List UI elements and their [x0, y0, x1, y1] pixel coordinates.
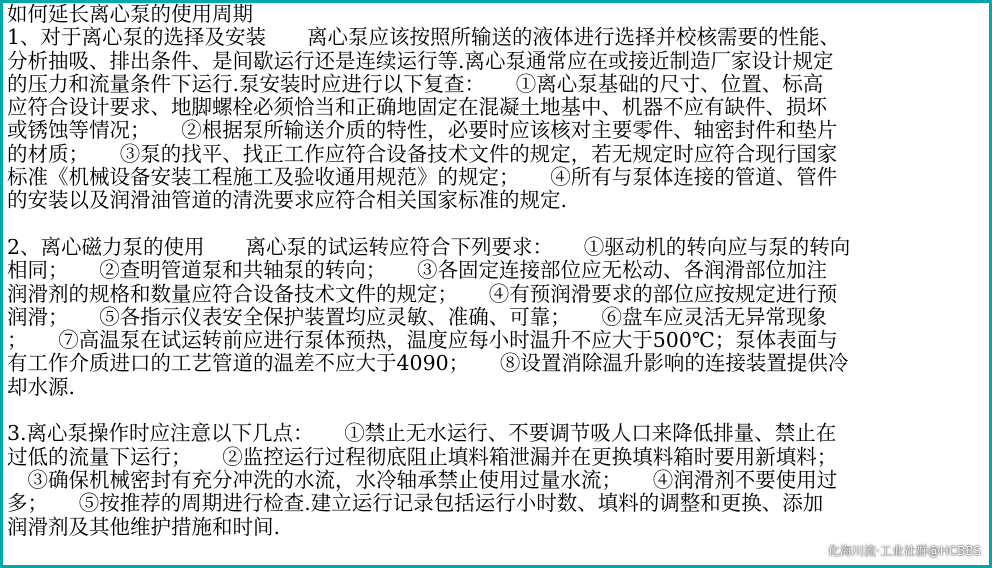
section-1-line: 1、对于离心泵的选择及安装 离心泵应该按照所输送的液体进行选择并校核需要的性能、	[7, 25, 841, 50]
section-3-line: 3.离心泵操作时应注意以下几点： ①禁止无水运行、不要调节吸人口来降低排量、禁止在	[7, 421, 837, 446]
section-1	[7, 26, 987, 212]
section-1-line: 分析抽吸、排出条件、是间歇运行还是连续运行等.离心泵通常应在或接近制造厂家设计规定	[7, 48, 834, 73]
watermark: 化海川流·工业社群@HCBBS	[827, 544, 981, 558]
section-2-line: 有工作介质进口的工艺管道的温差不应大于4090； ⑧设置消除温升影响的连接装置提供冷	[7, 351, 849, 376]
section-2-line: 润滑剂的规格和数量应符合设备技术文件的规定； ④有预润滑要求的部位应按规定进行预	[7, 281, 838, 306]
section-3-line: 过低的流量下运行； ②监控运行过程彻底阻止填料箱泄漏并在更换填料箱时要用新填料；	[7, 444, 838, 469]
section-1-line: 的压力和流量条件下运行.泵安装时应进行以下复查： ①离心泵基础的尺寸、位置、标高	[7, 71, 824, 96]
section-2-line: 相同； ②查明管道泵和共轴泵的转向； ③各固定连接部位应无松动、各润滑部位加注	[7, 258, 827, 283]
section-3	[7, 422, 987, 538]
section-3-line: 润滑剂及其他维护措施和时间.	[7, 514, 281, 539]
section-2-line: 2、离心磁力泵的使用 离心泵的试运转应符合下列要求： ①驱动机的转向应与泵的转向	[7, 234, 851, 259]
section-1-line: 应符合设计要求、地脚螺栓必须恰当和正确地固定在混凝土地基中、机器不应有缺件、损坏	[7, 95, 827, 120]
section-2	[7, 236, 987, 399]
section-2-line: 却水源.	[7, 374, 76, 399]
section-1-line: 的材质； ③泵的找平、找正工作应符合设备技术文件的规定，若无规定时应符合现行国家	[7, 141, 838, 166]
section-2-line: 润滑； ⑤各指示仪表安全保护装置均应灵敏、准确、可靠； ⑥盘车应灵活无异常现象	[7, 304, 827, 329]
section-1-line: 标准《机械设备安装工程施工及验收通用规范》的规定； ④所有与泵体连接的管道、管件	[7, 165, 838, 190]
section-1-line: 或锈蚀等情况； ②根据泵所输送介质的特性，必要时应该核对主要零件、轴密封件和垫片	[7, 118, 838, 143]
section-1-line: 的安装以及润滑油管道的清洗要求应符合相关国家标准的规定.	[7, 188, 568, 213]
section-3-line: ③确保机械密封有充分冲洗的水流，水冷轴承禁止使用过量水流； ④润滑剂不要使用过	[7, 467, 838, 492]
paragraph-gap	[7, 399, 987, 422]
document-content	[7, 3, 987, 539]
document-title: 如何延长离心泵的使用周期	[7, 2, 253, 26]
section-2-line: ； ⑦高温泵在试运转前应进行泵体预热，温度应每小时温升不应大于500℃；泵体表面与	[7, 328, 838, 353]
paragraph-gap	[7, 213, 987, 236]
section-3-line: 多； ⑤按推荐的周期进行检查.建立运行记录包括运行小时数、填料的调整和更换、添加	[7, 491, 824, 516]
